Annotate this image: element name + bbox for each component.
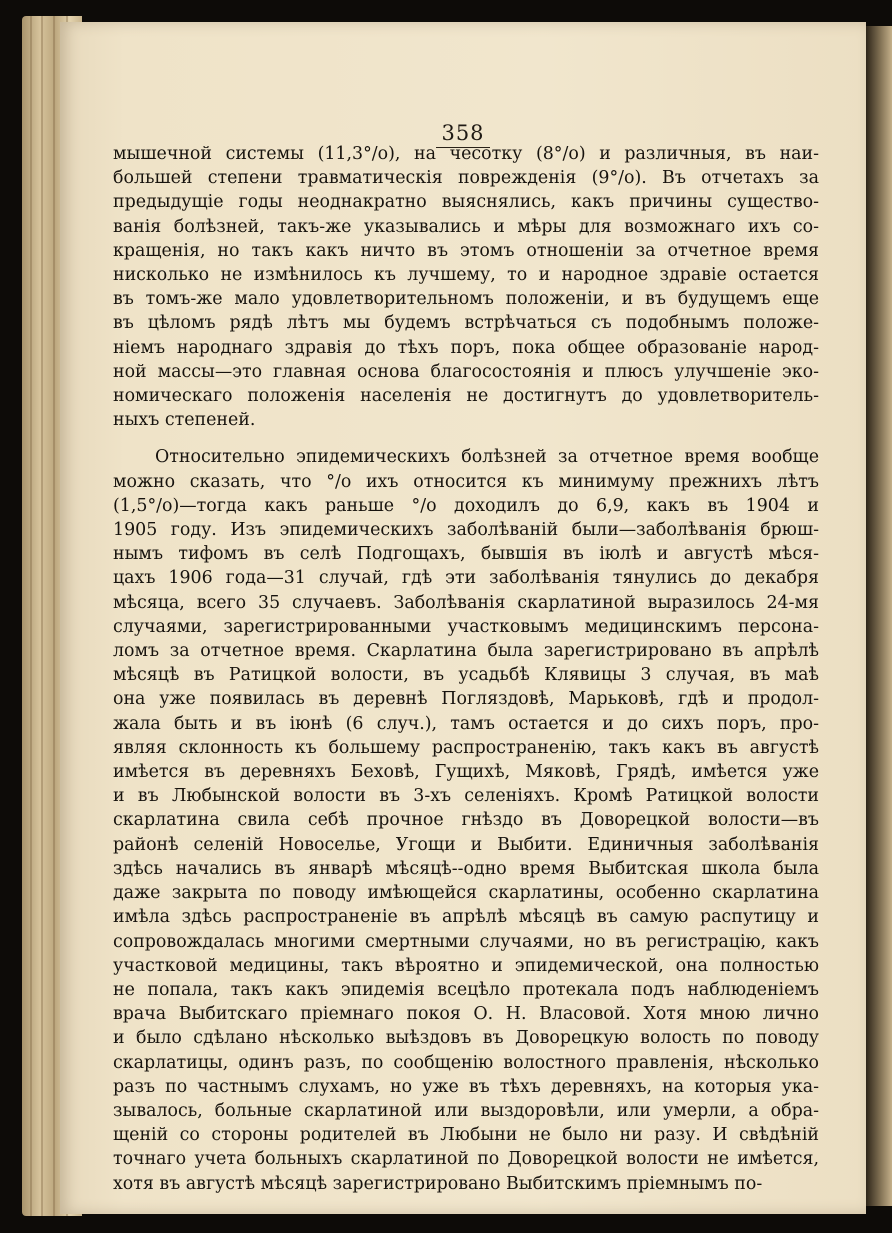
text-line: жала быть и въ іюнѣ (6 случ.), тамъ остается и до сихъ поръ, про-: [113, 713, 819, 734]
text-line: она уже появилась въ деревнѣ Погляздовѣ, Марьковѣ, гдѣ и продол-: [113, 689, 819, 710]
text-line: щеній со стороны родителей въ Любыни не было ни разу. И свѣдѣній: [113, 1125, 819, 1146]
text-line: Относительно эпидемическихъ болѣзней за отчетное время вообще: [155, 447, 819, 468]
paragraph-2: [113, 445, 819, 1195]
text-line: предыдущіе годы неоднакратно выяснялись, какъ причины существо-: [113, 192, 819, 213]
text-line: ной массы—это главная основа благосостоянія и плюсъ улучшеніе эко-: [113, 361, 819, 382]
text-line: скарлатицы, одинъ разъ, по сообщенію волостного правленія, нѣсколько: [113, 1052, 819, 1073]
text-line: врача Выбитскаго пріемнаго покоя О. Н. Власовой. Хотя мною лично: [113, 1004, 819, 1025]
paragraph-1: [113, 142, 819, 432]
text-line: въ цѣломъ рядѣ лѣтъ мы будемъ встрѣчаться съ подобнымъ положе-: [113, 313, 819, 334]
text-line: здѣсь начались въ январѣ мѣсяцѣ--одно время Выбитская школа была: [113, 858, 819, 879]
text-line: и было сдѣлано нѣсколько выѣздовъ въ Доворецкую волость по поводу: [113, 1028, 819, 1049]
text-line: цахъ 1906 года—31 случай, гдѣ эти заболѣванія тянулись до декабря: [113, 568, 819, 589]
text-line: нисколько не измѣнилось къ лучшему, то и народное здравіе остается: [113, 265, 819, 286]
text-line: имѣла здѣсь распространеніе въ апрѣлѣ мѣсяцѣ въ самую распутицу и: [113, 907, 819, 928]
text-line: 1905 году. Изъ эпидемическихъ заболѣваній были—заболѣванія брюш-: [113, 520, 819, 541]
text-line: имѣется въ деревняхъ Беховѣ, Гущихѣ, Мяковѣ, Грядѣ, имѣется уже: [113, 762, 819, 783]
text-line: сопровождалась многими смертными случаями, но въ регистрацію, какъ: [113, 931, 819, 952]
text-line: (1,5°/о)—тогда какъ раньше °/о доходилъ до 6,9, какъ въ 1904 и: [113, 495, 819, 516]
text-line: кращенія, но такъ какъ ничто въ этомъ отношеніи за отчетное время: [113, 240, 819, 261]
text-line: ныхъ степеней.: [113, 410, 256, 431]
text-line: мѣсяца, всего 35 случаевъ. Заболѣванія скарлатиной выразилось 24-мя: [113, 592, 819, 613]
text-line: и въ Любынской волости въ 3-хъ селеніяхъ. Кромѣ Ратицкой волости: [113, 786, 819, 807]
text-line: случаями, зарегистрированными участковымъ медицинскимъ персона-: [113, 616, 819, 637]
text-line: ніемъ народнаго здравія до тѣхъ поръ, пока общее образованіе народ-: [113, 337, 819, 358]
page-number-text: 358: [436, 121, 489, 148]
text-line: являя склонность къ большему распространенію, такъ какъ въ августѣ: [113, 737, 819, 758]
text-line: мѣсяцѣ въ Ратицкой волости, въ усадьбѣ Клявицы 3 случая, въ маѣ: [113, 665, 819, 686]
text-line: участковой медицины, такъ вѣроятно и эпидемической, она полностью: [113, 955, 819, 976]
text-line: мышечной системы (11,3°/о), на чесотку (8°/о) и различныя, въ наи-: [113, 144, 819, 164]
text-line: номическаго положенія населенія не достигнутъ до удовлетворитель-: [113, 386, 819, 407]
page-gutter: [866, 26, 892, 1206]
text-line: разъ по частнымъ слухамъ, но уже въ тѣхъ деревняхъ, на которыя ука-: [113, 1076, 819, 1097]
text-line: въ томъ-же мало удовлетворительномъ положеніи, и въ будущемъ еще: [113, 289, 819, 310]
text-line: большей степени травматическія поврежденія (9°/о). Въ отчетахъ за: [113, 168, 819, 189]
page-body-text: [113, 142, 819, 1196]
text-line: можно сказать, что °/о ихъ относится къ минимуму прежнихъ лѣтъ: [113, 471, 819, 492]
text-line: нымъ тифомъ въ селѣ Подгощахъ, бывшія въ іюлѣ и августѣ мѣся-: [113, 544, 819, 565]
text-line: ломъ за отчетное время. Скарлатина была зарегистрировано въ апрѣлѣ: [113, 641, 819, 662]
text-line: скарлатина свила себѣ прочное гнѣздо въ Доворецкой волости—въ: [113, 810, 819, 831]
text-line: даже закрыта по поводу имѣющейся скарлатины, особенно скарлатина: [113, 883, 819, 904]
text-line: районѣ селеній Новоселье, Угощи и Выбити. Единичныя заболѣванія: [113, 834, 819, 855]
text-line: хотя въ августѣ мѣсяцѣ зарегистрировано Выбитскимъ пріемнымъ по-: [113, 1173, 763, 1194]
text-line: зывалось, больные скарлатиной или выздоровѣли, или умерли, а обра-: [113, 1100, 819, 1121]
text-line: ванія болѣзней, такъ-же указывались и мѣры для возможнаго ихъ со-: [113, 216, 819, 237]
text-line: не попала, такъ какъ эпидемія всецѣло протекала подъ наблюденіемъ: [113, 979, 819, 1000]
text-line: точнаго учета больныхъ скарлатиной по Доворецкой волости не имѣется,: [113, 1149, 819, 1170]
